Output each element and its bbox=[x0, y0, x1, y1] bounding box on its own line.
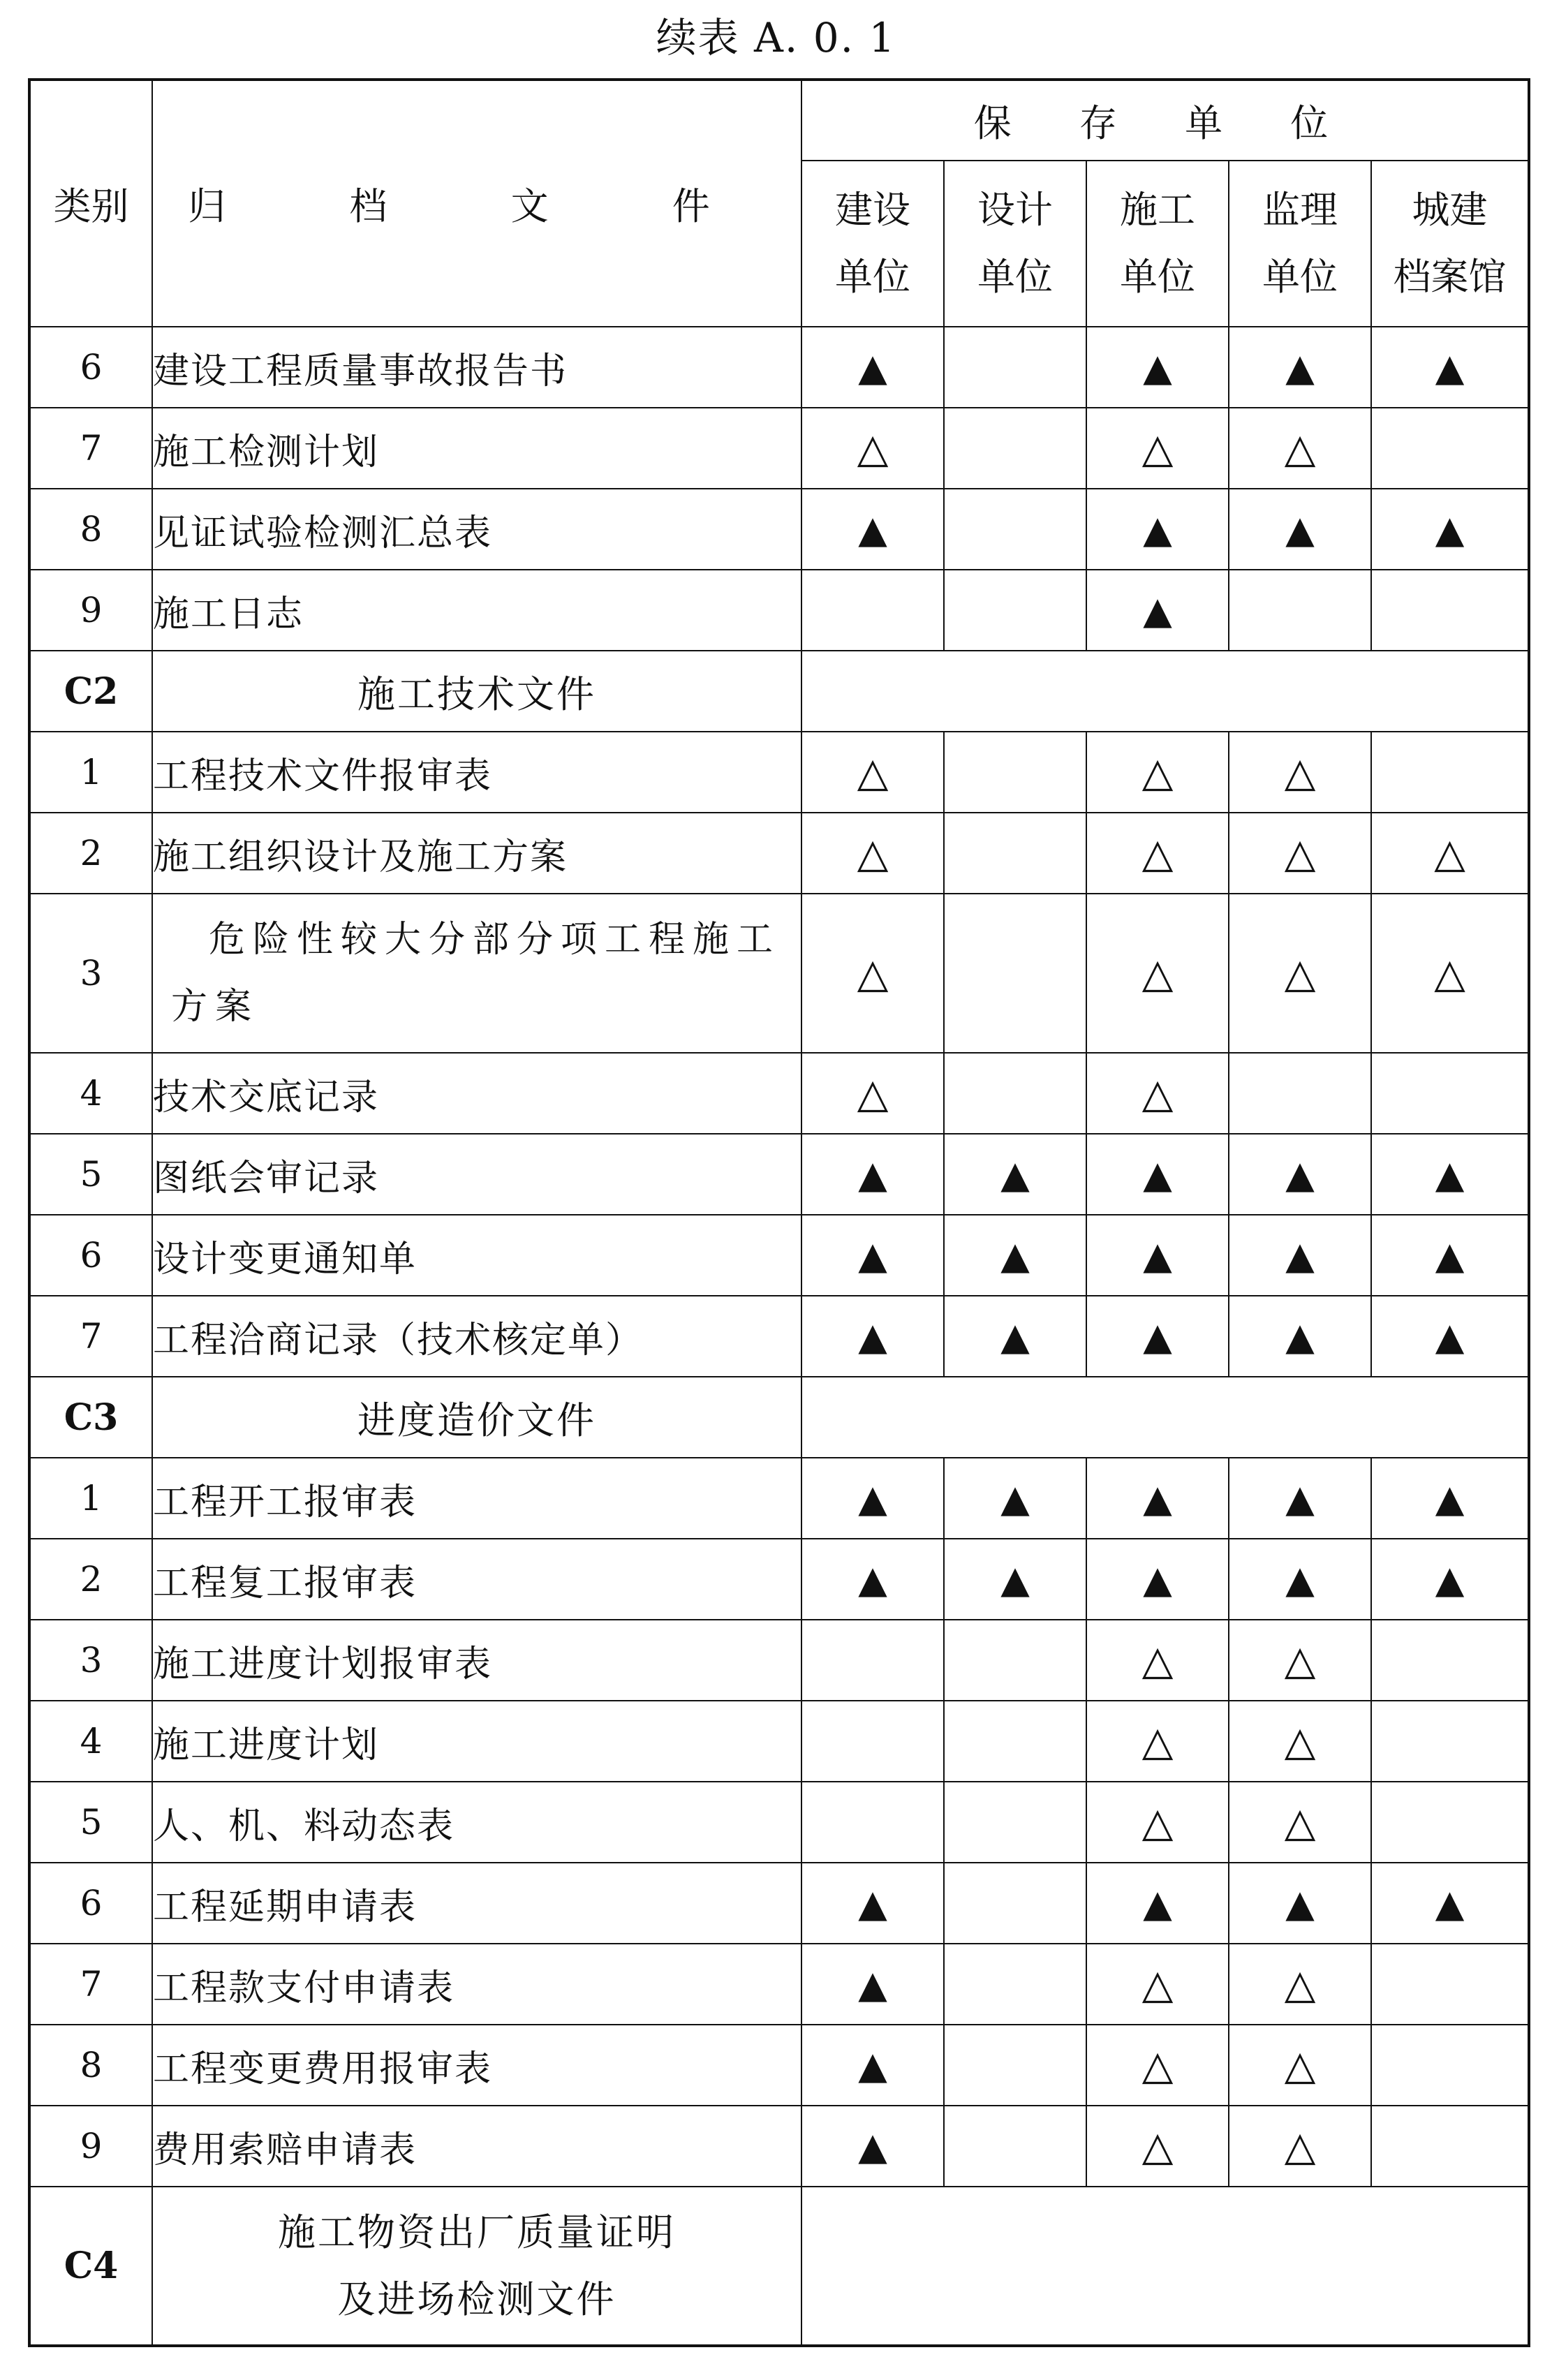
mark-design-empty bbox=[944, 1944, 1086, 2025]
row-number: 2 bbox=[29, 813, 152, 894]
section-code: C2 bbox=[29, 651, 152, 732]
document-name: 见证试验检测汇总表 bbox=[152, 489, 801, 570]
section-title-line1: 施工物资出厂质量证明 bbox=[278, 2210, 676, 2254]
table-body bbox=[29, 327, 1529, 2346]
document-name: 设计变更通知单 bbox=[152, 1215, 801, 1296]
table-row bbox=[29, 1458, 1529, 1539]
mark-design-empty bbox=[944, 2106, 1086, 2187]
section-row bbox=[29, 1377, 1529, 1458]
unit-label-line2: 档案馆 bbox=[1393, 255, 1507, 299]
table-row bbox=[29, 1701, 1529, 1782]
mark-supervision-hollow-triangle-icon: △ bbox=[1229, 408, 1371, 489]
header-storage-units: 保 存 单 位 bbox=[801, 80, 1529, 161]
document-name: 危险性较大分部分项工程施工方案 bbox=[152, 894, 801, 1053]
unit-label-line2: 单位 bbox=[1262, 255, 1338, 299]
unit-label-line2: 单位 bbox=[1120, 255, 1195, 299]
row-number: 3 bbox=[29, 1620, 152, 1701]
table-row bbox=[29, 1620, 1529, 1701]
table-row bbox=[29, 732, 1529, 813]
archive-table bbox=[28, 78, 1530, 2347]
row-number: 6 bbox=[29, 327, 152, 408]
table-caption: 续表 A. 0. 1 bbox=[656, 14, 896, 61]
mark-design-empty bbox=[944, 813, 1086, 894]
mark-design-empty bbox=[944, 1053, 1086, 1134]
mark-supervision-hollow-triangle-icon: △ bbox=[1229, 2025, 1371, 2106]
mark-construction-hollow-triangle-icon: △ bbox=[801, 732, 944, 813]
table-row bbox=[29, 1782, 1529, 1863]
table-row bbox=[29, 813, 1529, 894]
section-title: 进度造价文件 bbox=[152, 1377, 801, 1458]
document-name: 工程款支付申请表 bbox=[152, 1944, 801, 2025]
unit-label-line2: 单位 bbox=[835, 255, 910, 299]
document-name: 工程技术文件报审表 bbox=[152, 732, 801, 813]
mark-design-empty bbox=[944, 1782, 1086, 1863]
row-number: 9 bbox=[29, 570, 152, 651]
mark-supervision-filled-triangle-icon: ▲ bbox=[1229, 1539, 1371, 1620]
document-name: 施工进度计划 bbox=[152, 1701, 801, 1782]
mark-construction-filled-triangle-icon: ▲ bbox=[801, 327, 944, 408]
mark-contractor-hollow-triangle-icon: △ bbox=[1086, 1944, 1229, 2025]
row-number: 2 bbox=[29, 1539, 152, 1620]
mark-construction-hollow-triangle-icon: △ bbox=[801, 894, 944, 1053]
header-unit-contractor bbox=[1086, 161, 1229, 327]
row-number: 3 bbox=[29, 894, 152, 1053]
table-row bbox=[29, 489, 1529, 570]
mark-contractor-filled-triangle-icon: ▲ bbox=[1086, 489, 1229, 570]
table-row bbox=[29, 1134, 1529, 1215]
mark-construction-empty bbox=[801, 570, 944, 651]
mark-construction-filled-triangle-icon: ▲ bbox=[801, 1458, 944, 1539]
mark-supervision-filled-triangle-icon: ▲ bbox=[1229, 1296, 1371, 1377]
mark-construction-empty bbox=[801, 1701, 944, 1782]
mark-contractor-hollow-triangle-icon: △ bbox=[1086, 1782, 1229, 1863]
document-name: 建设工程质量事故报告书 bbox=[152, 327, 801, 408]
table-header bbox=[29, 80, 1529, 327]
mark-design-empty bbox=[944, 570, 1086, 651]
row-number: 7 bbox=[29, 408, 152, 489]
mark-supervision-hollow-triangle-icon: △ bbox=[1229, 1620, 1371, 1701]
mark-supervision-filled-triangle-icon: ▲ bbox=[1229, 1863, 1371, 1944]
mark-archives-filled-triangle-icon: ▲ bbox=[1371, 489, 1529, 570]
mark-construction-empty bbox=[801, 1782, 944, 1863]
document-name: 施工日志 bbox=[152, 570, 801, 651]
mark-archives-empty bbox=[1371, 1053, 1529, 1134]
mark-design-filled-triangle-icon: ▲ bbox=[944, 1539, 1086, 1620]
mark-design-empty bbox=[944, 1701, 1086, 1782]
mark-supervision-hollow-triangle-icon: △ bbox=[1229, 813, 1371, 894]
row-number: 4 bbox=[29, 1701, 152, 1782]
unit-label-line2: 单位 bbox=[977, 255, 1053, 299]
mark-contractor-hollow-triangle-icon: △ bbox=[1086, 2025, 1229, 2106]
header-unit-supervision bbox=[1229, 161, 1371, 327]
mark-design-empty bbox=[944, 894, 1086, 1053]
section-title bbox=[152, 2187, 801, 2346]
mark-contractor-hollow-triangle-icon: △ bbox=[1086, 408, 1229, 489]
mark-archives-empty bbox=[1371, 1620, 1529, 1701]
row-number: 5 bbox=[29, 1134, 152, 1215]
mark-archives-filled-triangle-icon: ▲ bbox=[1371, 1215, 1529, 1296]
mark-construction-filled-triangle-icon: ▲ bbox=[801, 1134, 944, 1215]
mark-contractor-hollow-triangle-icon: △ bbox=[1086, 894, 1229, 1053]
row-number: 1 bbox=[29, 732, 152, 813]
row-number: 1 bbox=[29, 1458, 152, 1539]
mark-archives-filled-triangle-icon: ▲ bbox=[1371, 1539, 1529, 1620]
unit-label-line1: 设计 bbox=[977, 188, 1053, 232]
mark-contractor-filled-triangle-icon: ▲ bbox=[1086, 1296, 1229, 1377]
document-name: 工程开工报审表 bbox=[152, 1458, 801, 1539]
table-row bbox=[29, 1944, 1529, 2025]
mark-contractor-filled-triangle-icon: ▲ bbox=[1086, 1134, 1229, 1215]
mark-contractor-filled-triangle-icon: ▲ bbox=[1086, 327, 1229, 408]
mark-archives-empty bbox=[1371, 1701, 1529, 1782]
mark-archives-filled-triangle-icon: ▲ bbox=[1371, 1296, 1529, 1377]
mark-design-empty bbox=[944, 1863, 1086, 1944]
mark-supervision-filled-triangle-icon: ▲ bbox=[1229, 1134, 1371, 1215]
mark-archives-empty bbox=[1371, 1782, 1529, 1863]
table-row bbox=[29, 327, 1529, 408]
mark-construction-hollow-triangle-icon: △ bbox=[801, 408, 944, 489]
unit-label-line1: 建设 bbox=[835, 188, 910, 232]
mark-archives-filled-triangle-icon: ▲ bbox=[1371, 1134, 1529, 1215]
table-row bbox=[29, 1539, 1529, 1620]
section-row bbox=[29, 651, 1529, 732]
mark-archives-empty bbox=[1371, 2025, 1529, 2106]
header-category: 类别 bbox=[29, 80, 152, 327]
mark-design-empty bbox=[944, 408, 1086, 489]
table-row bbox=[29, 1863, 1529, 1944]
mark-supervision-filled-triangle-icon: ▲ bbox=[1229, 1458, 1371, 1539]
mark-supervision-hollow-triangle-icon: △ bbox=[1229, 1701, 1371, 1782]
mark-construction-filled-triangle-icon: ▲ bbox=[801, 2106, 944, 2187]
document-name: 图纸会审记录 bbox=[152, 1134, 801, 1215]
mark-contractor-hollow-triangle-icon: △ bbox=[1086, 732, 1229, 813]
document-name: 施工组织设计及施工方案 bbox=[152, 813, 801, 894]
mark-contractor-hollow-triangle-icon: △ bbox=[1086, 1620, 1229, 1701]
mark-archives-empty bbox=[1371, 1944, 1529, 2025]
mark-construction-filled-triangle-icon: ▲ bbox=[801, 1215, 944, 1296]
row-number: 6 bbox=[29, 1215, 152, 1296]
section-code: C4 bbox=[29, 2187, 152, 2346]
row-number: 8 bbox=[29, 489, 152, 570]
mark-archives-hollow-triangle-icon: △ bbox=[1371, 894, 1529, 1053]
mark-supervision-empty bbox=[1229, 570, 1371, 651]
unit-label-line1: 监理 bbox=[1262, 188, 1338, 232]
row-number: 7 bbox=[29, 1944, 152, 2025]
mark-archives-empty bbox=[1371, 732, 1529, 813]
section-empty-cell bbox=[801, 651, 1529, 732]
mark-construction-filled-triangle-icon: ▲ bbox=[801, 1863, 944, 1944]
mark-archives-hollow-triangle-icon: △ bbox=[1371, 813, 1529, 894]
mark-supervision-filled-triangle-icon: ▲ bbox=[1229, 1215, 1371, 1296]
mark-design-empty bbox=[944, 327, 1086, 408]
mark-contractor-filled-triangle-icon: ▲ bbox=[1086, 1863, 1229, 1944]
mark-construction-filled-triangle-icon: ▲ bbox=[801, 2025, 944, 2106]
mark-contractor-filled-triangle-icon: ▲ bbox=[1086, 570, 1229, 651]
document-name: 工程延期申请表 bbox=[152, 1863, 801, 1944]
mark-contractor-hollow-triangle-icon: △ bbox=[1086, 1701, 1229, 1782]
row-number: 9 bbox=[29, 2106, 152, 2187]
mark-contractor-hollow-triangle-icon: △ bbox=[1086, 1053, 1229, 1134]
unit-label-line1: 城建 bbox=[1412, 188, 1488, 232]
mark-design-filled-triangle-icon: ▲ bbox=[944, 1458, 1086, 1539]
mark-contractor-filled-triangle-icon: ▲ bbox=[1086, 1215, 1229, 1296]
document-name: 技术交底记录 bbox=[152, 1053, 801, 1134]
header-unit-archives bbox=[1371, 161, 1529, 327]
row-number: 7 bbox=[29, 1296, 152, 1377]
document-name: 人、机、料动态表 bbox=[152, 1782, 801, 1863]
mark-design-empty bbox=[944, 489, 1086, 570]
mark-design-filled-triangle-icon: ▲ bbox=[944, 1215, 1086, 1296]
document-name: 工程变更费用报审表 bbox=[152, 2025, 801, 2106]
section-empty-cell bbox=[801, 2187, 1529, 2346]
table-row bbox=[29, 570, 1529, 651]
table-row bbox=[29, 2025, 1529, 2106]
mark-construction-empty bbox=[801, 1620, 944, 1701]
header-unit-design bbox=[944, 161, 1086, 327]
row-number: 8 bbox=[29, 2025, 152, 2106]
mark-archives-empty bbox=[1371, 570, 1529, 651]
table-row bbox=[29, 2106, 1529, 2187]
mark-archives-filled-triangle-icon: ▲ bbox=[1371, 1863, 1529, 1944]
mark-design-empty bbox=[944, 1620, 1086, 1701]
mark-supervision-hollow-triangle-icon: △ bbox=[1229, 1944, 1371, 2025]
document-name: 施工检测计划 bbox=[152, 408, 801, 489]
section-code: C3 bbox=[29, 1377, 152, 1458]
mark-design-empty bbox=[944, 2025, 1086, 2106]
mark-supervision-hollow-triangle-icon: △ bbox=[1229, 894, 1371, 1053]
mark-construction-filled-triangle-icon: ▲ bbox=[801, 1296, 944, 1377]
mark-contractor-hollow-triangle-icon: △ bbox=[1086, 2106, 1229, 2187]
mark-archives-filled-triangle-icon: ▲ bbox=[1371, 1458, 1529, 1539]
mark-contractor-hollow-triangle-icon: △ bbox=[1086, 813, 1229, 894]
header-document: 归 档 文 件 bbox=[152, 80, 801, 327]
mark-construction-filled-triangle-icon: ▲ bbox=[801, 489, 944, 570]
table-row bbox=[29, 1296, 1529, 1377]
row-number: 5 bbox=[29, 1782, 152, 1863]
mark-supervision-hollow-triangle-icon: △ bbox=[1229, 2106, 1371, 2187]
mark-supervision-filled-triangle-icon: ▲ bbox=[1229, 489, 1371, 570]
mark-contractor-filled-triangle-icon: ▲ bbox=[1086, 1539, 1229, 1620]
mark-design-filled-triangle-icon: ▲ bbox=[944, 1296, 1086, 1377]
mark-supervision-filled-triangle-icon: ▲ bbox=[1229, 327, 1371, 408]
section-empty-cell bbox=[801, 1377, 1529, 1458]
table-row bbox=[29, 1215, 1529, 1296]
mark-design-filled-triangle-icon: ▲ bbox=[944, 1134, 1086, 1215]
section-title: 施工技术文件 bbox=[152, 651, 801, 732]
document-name: 工程复工报审表 bbox=[152, 1539, 801, 1620]
header-unit-construction bbox=[801, 161, 944, 327]
section-title-line2: 及进场检测文件 bbox=[337, 2277, 616, 2321]
row-number: 4 bbox=[29, 1053, 152, 1134]
mark-construction-filled-triangle-icon: ▲ bbox=[801, 1539, 944, 1620]
unit-label-line1: 施工 bbox=[1120, 188, 1195, 232]
row-number: 6 bbox=[29, 1863, 152, 1944]
mark-supervision-hollow-triangle-icon: △ bbox=[1229, 732, 1371, 813]
mark-design-empty bbox=[944, 732, 1086, 813]
mark-contractor-filled-triangle-icon: ▲ bbox=[1086, 1458, 1229, 1539]
table-row bbox=[29, 1053, 1529, 1134]
document-name: 工程洽商记录（技术核定单） bbox=[152, 1296, 801, 1377]
table-row bbox=[29, 408, 1529, 489]
mark-construction-hollow-triangle-icon: △ bbox=[801, 1053, 944, 1134]
mark-archives-filled-triangle-icon: ▲ bbox=[1371, 327, 1529, 408]
mark-supervision-empty bbox=[1229, 1053, 1371, 1134]
mark-construction-filled-triangle-icon: ▲ bbox=[801, 1944, 944, 2025]
mark-archives-empty bbox=[1371, 408, 1529, 489]
section-row bbox=[29, 2187, 1529, 2346]
document-name: 费用索赔申请表 bbox=[152, 2106, 801, 2187]
table-row bbox=[29, 894, 1529, 1053]
mark-construction-hollow-triangle-icon: △ bbox=[801, 813, 944, 894]
document-name: 施工进度计划报审表 bbox=[152, 1620, 801, 1701]
mark-archives-empty bbox=[1371, 2106, 1529, 2187]
mark-supervision-hollow-triangle-icon: △ bbox=[1229, 1782, 1371, 1863]
